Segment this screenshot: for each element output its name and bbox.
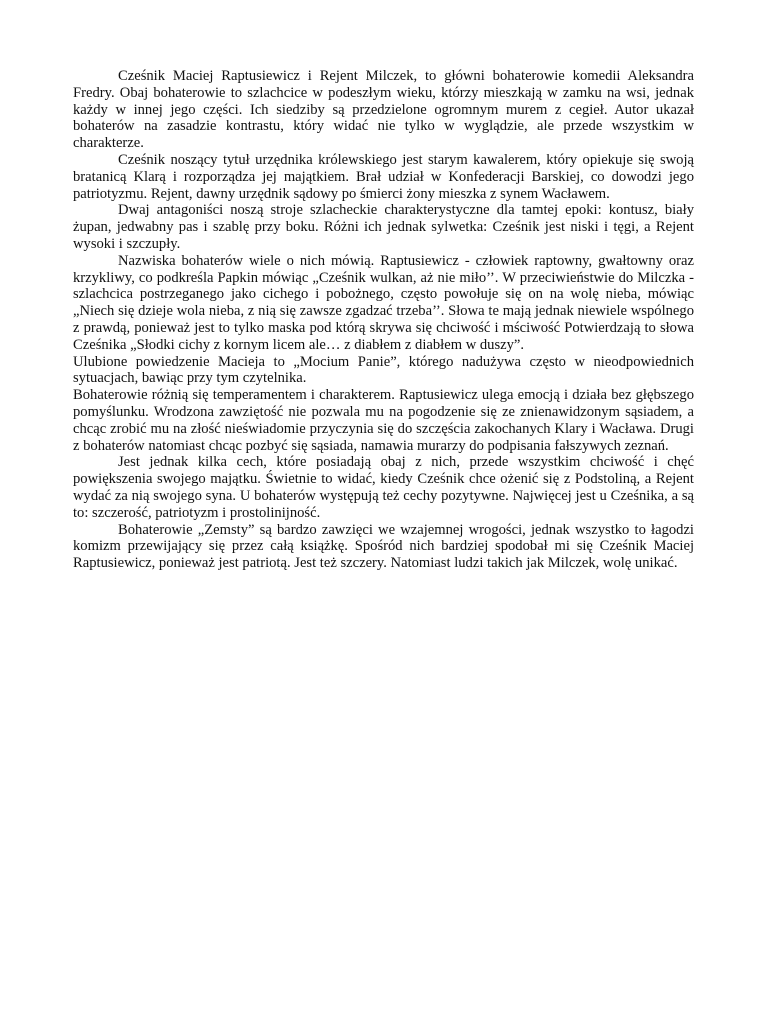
paragraph-3: Dwaj antagoniści noszą stroje szlacheckie charakterystyczne dla tamtej epoki: kontusz, biały żupan, jedwabny pas i szablę przy boku. Różni ich jednak sylwetka: Cześnik jest niski i tęgi, a Rejent wysoki i szczupły. [73, 202, 694, 252]
paragraph-2: Cześnik noszący tytuł urzędnika królewskiego jest starym kawalerem, który opiekuje się swoją bratanicą Klarą i rozporządza jej majątkiem. Brał udział w Konfederacji Barskiej, co dowodzi jego patriotyzmu. Rejent, dawny urzędnik sądowy po śmierci żony mieszka z synem Wacławem. [73, 151, 694, 202]
paragraph-1: Cześnik Maciej Raptusiewicz i Rejent Milczek, to główni bohaterowie komedii Aleksandra Fredry. Obaj bohaterowie to szlachcice w podeszłym wieku, którzy mieszkają w zamku na wsi, jednak każdy w innej jego części. Ich siedziby są przedzielone ogromnym murem z cegieł. Autor ukazał bohaterów na zasadzie kontrastu, który widać nie tylko w wyglądzie, ale przede wszystkim w charakterze. [73, 68, 694, 152]
paragraph-5: Ulubione powiedzenie Macieja to „Mocium Panie”, którego nadużywa często w nieodpowiednich sytuacjach, bawiąc przy tym czytelnika. [73, 353, 694, 387]
document-page [73, 68, 694, 572]
paragraph-7: Jest jednak kilka cech, które posiadają obaj z nich, przede wszystkim chciwość i chęć powiększenia swojego majątku. Świetnie to widać, kiedy Cześnik chce ożenić się z Podstoliną, a Rejent wydać za nią swojego syna. U bohaterów występują też cechy pozytywne. Najwięcej jest u Cześnika, a są to: szczerość, patriotyzm i prostolinijność. [73, 454, 694, 521]
paragraph-4: Nazwiska bohaterów wiele o nich mówią. Raptusiewicz - człowiek raptowny, gwałtowny oraz krzykliwy, co podkreśla Papkin mówiąc „Cześnik wulkan, aż nie miło’’. W przeciwieństwie do Milczka - szlachcica postrzeganego jako cichego i pobożnego, często powołuje się on na wolę nieba, mówiąc „Niech się dzieje wola nieba, z nią się zawsze zgadzać trzeba’’. Słowa te mają jednak niewiele wspólnego z prawdą, ponieważ jest to tylko maska pod którą skrywa się chciwość i mściwość Potwierdzają to słowa Cześnika „Słodki cichy z kornym licem ale… z diabłem z diabłem w duszy”. [73, 252, 694, 353]
paragraph-8: Bohaterowie „Zemsty” są bardzo zawzięci we wzajemnej wrogości, jednak wszystko to łagodzi komizm przewijający się przez całą książkę. Spośród nich bardziej spodobał mi się Cześnik Maciej Raptusiewicz, ponieważ jest patriotą. Jest też szczery. Natomiast ludzi takich jak Milczek, wolę unikać. [73, 521, 694, 572]
paragraph-6: Bohaterowie różnią się temperamentem i charakterem. Raptusiewicz ulega emocją i działa bez głębszego pomyślunku. Wrodzona zawziętość nie pozwala mu na pogodzenie się ze znienawidzonym sąsiadem, a chcąc zrobić mu na złość nieświadomie przyczynia się do szczęścia zakochanych Klary i Wacława. Drugi z bohaterów natomiast chcąc pozbyć się sąsiada, namawia murarzy do podpisania fałszywych zeznań. [73, 387, 694, 454]
